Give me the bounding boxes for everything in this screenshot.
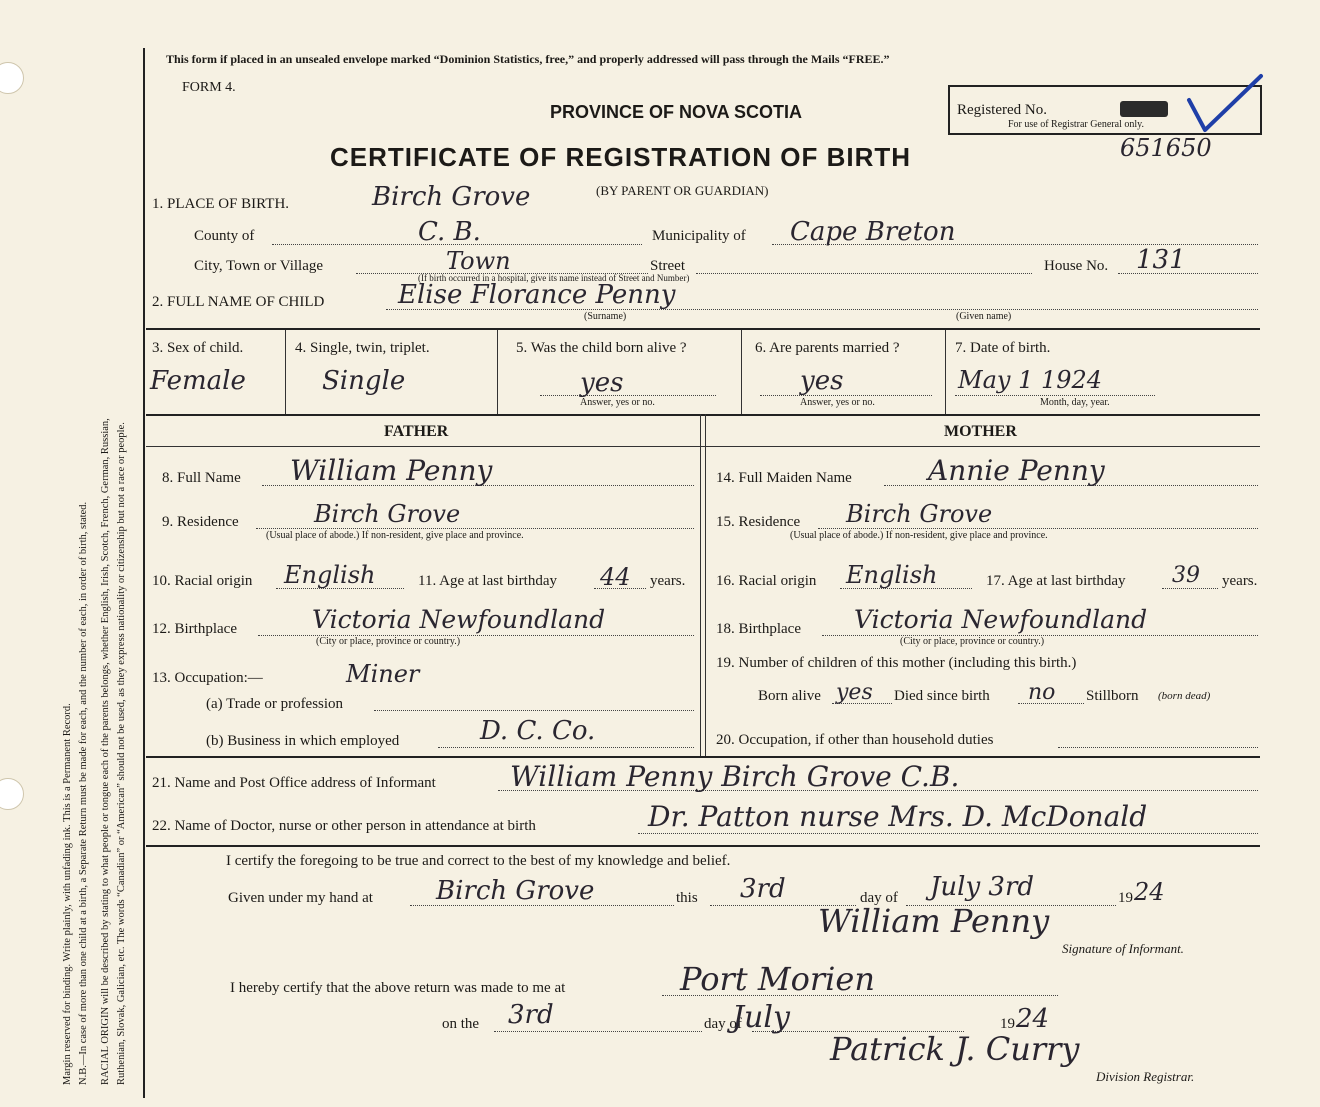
registrar-year-prefix: 19: [1000, 1016, 1015, 1032]
city-value: Town: [446, 247, 511, 275]
county-value: C. B.: [418, 217, 481, 247]
born-alive-value: yes: [580, 368, 624, 398]
informant-value: William Penny Birch Grove C.B.: [510, 760, 960, 793]
mother-occupation-line: [1058, 747, 1258, 748]
answer-note: Answer, yes or no.: [800, 397, 875, 408]
father-age-value: 44: [600, 563, 631, 591]
divider: [285, 330, 286, 414]
municipality-label: Municipality of: [652, 228, 746, 244]
registrar-statement: I hereby certify that the above return was made to me at: [230, 980, 566, 996]
margin-note: RACIAL ORIGIN will be described by stating to what people or tongue each of the parents belongs, whether English, Irish, Scotch, French, German, Russian,: [100, 418, 111, 1085]
mail-notice: This form if placed in an unsealed envelope marked “Dominion Statistics, free,” and properly addressed will pass through the Mails “FREE.”: [166, 52, 890, 66]
surname-note: (Surname): [584, 311, 627, 322]
county-label: County of: [194, 228, 255, 244]
registrar-signature: Patrick J. Curry: [830, 1030, 1080, 1068]
registrar-title: Division Registrar.: [1096, 1069, 1195, 1084]
mother-residence-line: [818, 528, 1258, 529]
registrar-year-value: 24: [1016, 1004, 1050, 1034]
sex-value: Female: [150, 366, 246, 396]
mother-name-value: Annie Penny: [928, 454, 1105, 487]
born-alive-line: [540, 395, 716, 396]
divider: [146, 756, 1260, 758]
born-alive-label: 5. Was the child born alive ?: [516, 340, 687, 356]
registrar-day-value: 3rd: [508, 1000, 554, 1030]
divider: [146, 328, 1260, 330]
mother-birthplace-value: Victoria Newfoundland: [854, 605, 1148, 634]
mother-race-value: English: [846, 561, 938, 589]
signature-label: Signature of Informant.: [1062, 941, 1184, 956]
parents-married-label: 6. Are parents married ?: [755, 340, 900, 356]
divider: [945, 330, 946, 414]
trade-line: [374, 710, 694, 711]
mother-residence-value: Birch Grove: [846, 500, 993, 528]
registered-number: 651650: [1120, 134, 1212, 162]
died-since-birth-label: Died since birth: [894, 688, 990, 704]
municipality-value: Cape Breton: [790, 217, 956, 247]
by-parent-note: (BY PARENT OR GUARDIAN): [596, 183, 769, 198]
registrar-day-of-label: day of: [704, 1016, 742, 1032]
business-label: (b) Business in which employed: [206, 733, 400, 749]
given-at-value: Birch Grove: [436, 876, 595, 906]
born-alive-count-value: yes: [836, 680, 873, 705]
year-value: 24: [1134, 878, 1165, 906]
registered-label: Registered No.: [957, 102, 1047, 118]
business-line: [438, 747, 694, 748]
stillborn-label: Stillborn: [1086, 688, 1139, 704]
street-line: [696, 273, 1032, 274]
residence-note: (Usual place of abode.) If non-resident, give place and province.: [266, 530, 524, 541]
hospital-note: (If birth occurred in a hospital, give its name instead of Street and Number): [418, 273, 690, 283]
died-since-birth-value: no: [1028, 680, 1056, 705]
mother-age-label: 17. Age at last birthday: [986, 573, 1126, 589]
punch-hole: [0, 778, 24, 810]
children-count-label: 19. Number of children of this mother (including this birth.): [716, 655, 1077, 671]
mother-heading: MOTHER: [944, 423, 1017, 440]
form-number: FORM 4.: [182, 80, 236, 95]
informant-signature: William Penny: [818, 902, 1050, 940]
registrar-place-value: Port Morien: [680, 960, 875, 998]
given-at-label: Given under my hand at: [228, 890, 373, 906]
margin-note: Margin reserved for binding. Write plainly, with unfading ink. This is a Permanent Record.: [62, 703, 73, 1085]
on-the-label: on the: [442, 1016, 480, 1032]
parents-married-value: yes: [800, 366, 844, 396]
date-note: Month, day, year.: [1040, 397, 1110, 408]
margin-note: N.B.—In case of more than one child at a birth, a Separate Return must be made for each, and the number of each, in order of birth, stated.: [78, 501, 89, 1085]
house-label: House No.: [1044, 258, 1109, 274]
parents-married-line: [760, 395, 932, 396]
registrar-month-value: July: [732, 1000, 790, 1035]
divider: [705, 414, 706, 756]
mother-age-value: 39: [1172, 563, 1200, 588]
this-label: this: [676, 890, 698, 906]
stillborn-note: (born dead): [1158, 690, 1211, 702]
birthplace-note: (City or place, province or country.): [316, 636, 461, 647]
mother-race-label: 16. Racial origin: [716, 573, 817, 589]
divider: [497, 330, 498, 414]
father-residence-value: Birch Grove: [314, 500, 461, 528]
child-name-value: Elise Florance Penny: [398, 280, 676, 310]
day-value: 3rd: [740, 874, 786, 904]
given-name-note: (Given name): [956, 311, 1012, 322]
registrar-use-note: For use of Registrar General only.: [1008, 119, 1144, 130]
informant-label: 21. Name and Post Office address of Informant: [152, 775, 436, 791]
divider: [146, 414, 1260, 416]
father-birthplace-label: 12. Birthplace: [152, 621, 237, 637]
mother-occupation-label: 20. Occupation, if other than household duties: [716, 732, 994, 748]
father-name-value: William Penny: [290, 454, 493, 487]
mother-name-label: 14. Full Maiden Name: [716, 470, 852, 486]
father-residence-line: [256, 528, 694, 529]
doctor-label: 22. Name of Doctor, nurse or other person in attendance at birth: [152, 818, 536, 834]
place-label: 1. PLACE OF BIRTH.: [152, 196, 290, 212]
multiple-birth-label: 4. Single, twin, triplet.: [295, 340, 430, 356]
year-prefix: 19: [1118, 890, 1133, 906]
place-value: Birch Grove: [372, 182, 531, 212]
page-title: CERTIFICATE OF REGISTRATION OF BIRTH: [330, 142, 912, 172]
father-birthplace-value: Victoria Newfoundland: [312, 605, 606, 634]
province-heading: PROVINCE OF NOVA SCOTIA: [550, 102, 803, 122]
father-race-value: English: [284, 561, 376, 589]
date-of-birth-line: [955, 395, 1155, 396]
binding-border: [143, 48, 145, 1098]
sex-label: 3. Sex of child.: [152, 340, 244, 356]
father-residence-label: 9. Residence: [162, 514, 239, 530]
father-name-label: 8. Full Name: [162, 470, 241, 486]
doctor-value: Dr. Patton nurse Mrs. D. McDonald: [648, 800, 1148, 833]
father-heading: FATHER: [384, 423, 449, 440]
multiple-birth-value: Single: [322, 366, 406, 396]
redaction-mark: [1120, 101, 1168, 117]
father-age-label: 11. Age at last birthday: [418, 573, 557, 589]
occupation-label: 13. Occupation:—: [152, 670, 263, 686]
occupation-value: Miner: [346, 660, 420, 688]
answer-note: Answer, yes or no.: [580, 397, 655, 408]
day-of-label: day of: [860, 890, 898, 906]
date-of-birth-label: 7. Date of birth.: [955, 340, 1051, 356]
born-alive-count-label: Born alive: [758, 688, 821, 704]
divider: [146, 446, 1260, 447]
father-race-label: 10. Racial origin: [152, 573, 253, 589]
margin-note: Ruthenian, Slovak, Galician, etc. The words “Canadian” or “American” should not be used, as they express nationality or citizenship but not a race or people.: [116, 422, 127, 1085]
trade-label: (a) Trade or profession: [206, 696, 344, 712]
registrar-day-line: [494, 1031, 702, 1032]
divider: [700, 414, 701, 756]
divider: [741, 330, 742, 414]
birthplace-note: (City or place, province or country.): [900, 636, 1045, 647]
business-value: D. C. Co.: [480, 716, 596, 746]
mother-residence-label: 15. Residence: [716, 514, 801, 530]
house-value: 131: [1136, 245, 1186, 275]
mother-birthplace-label: 18. Birthplace: [716, 621, 801, 637]
mother-age-line: [1162, 588, 1218, 589]
residence-note: (Usual place of abode.) If non-resident, give place and province.: [790, 530, 1048, 541]
doctor-line: [638, 833, 1258, 834]
street-label: Street: [650, 258, 685, 274]
father-years-label: years.: [650, 573, 686, 589]
certify-statement: I certify the foregoing to be true and correct to the best of my knowledge and belief.: [226, 853, 731, 869]
city-label: City, Town or Village: [194, 258, 324, 274]
month-value: July 3rd: [930, 872, 1035, 902]
mother-years-label: years.: [1222, 573, 1258, 589]
punch-hole: [0, 62, 24, 94]
child-name-label: 2. FULL NAME OF CHILD: [152, 294, 325, 310]
divider: [146, 845, 1260, 847]
check-mark-icon: [1185, 70, 1265, 140]
date-of-birth-value: May 1 1924: [958, 366, 1103, 394]
